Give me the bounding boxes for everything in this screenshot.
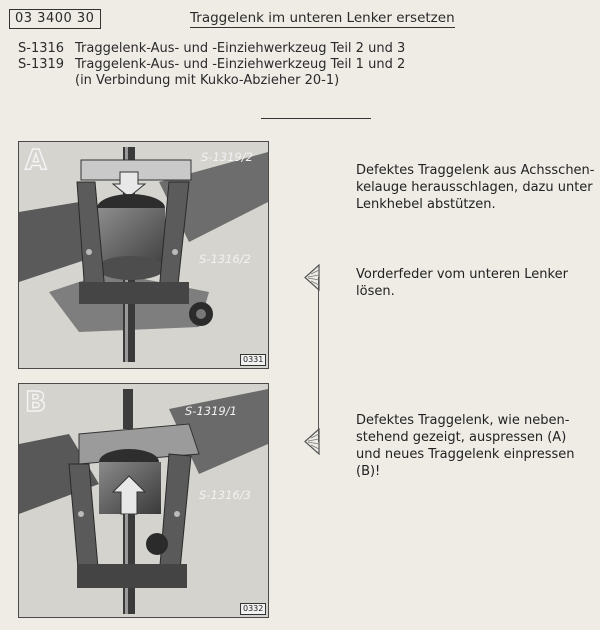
bracket-arrow [303, 428, 321, 455]
instruction-line: lösen. [356, 284, 395, 299]
callout-label: S-1316/2 [199, 252, 251, 266]
tool-row [18, 57, 405, 73]
photo-number: 0332 [240, 603, 266, 615]
callout-label: S-1316/3 [199, 488, 251, 502]
photo-number: 0331 [240, 354, 266, 366]
instruction-line: Defektes Traggelenk, wie neben- [356, 413, 570, 428]
callout-label: S-1319/2 [201, 150, 253, 164]
instruction-step-2 [356, 266, 568, 300]
instruction-line: Lenkhebel abstützen. [356, 197, 496, 212]
bracket-line [318, 277, 319, 442]
instruction-step-3 [356, 412, 575, 480]
figure-label: A [25, 143, 47, 176]
figure-label: B [25, 385, 47, 418]
separator-line [261, 118, 371, 119]
instruction-line: und neues Traggelenk einpressen [356, 447, 575, 462]
tool-code: S-1316 [18, 41, 65, 56]
tool-row [18, 41, 405, 57]
tool-description: Traggelenk-Aus- und -Einziehwerkzeug Teil 2 und 3 [75, 41, 406, 56]
figure-b-photo [18, 383, 269, 618]
page-title: Traggelenk im unteren Lenker ersetzen [190, 10, 455, 26]
tool-note: (in Verbindung mit Kukko-Abzieher 20-1) [75, 73, 340, 88]
document-number: 03 3400 30 [9, 9, 101, 29]
instruction-line: stehend gezeigt, auspressen (A) [356, 430, 567, 445]
instruction-step-1 [356, 162, 595, 213]
tool-code: S-1319 [18, 57, 65, 72]
tool-description: Traggelenk-Aus- und -Einziehwerkzeug Teil 1 und 2 [75, 57, 406, 72]
instruction-line: (B)! [356, 464, 381, 479]
instruction-line: Defektes Traggelenk aus Achsschen- [356, 163, 595, 178]
callout-label: S-1319/1 [185, 404, 237, 418]
tool-list [18, 41, 405, 89]
instruction-line: Vorderfeder vom unteren Lenker [356, 267, 568, 282]
figure-a-photo [18, 141, 269, 369]
bracket-arrow [303, 264, 321, 291]
instruction-line: kelauge herausschlagen, dazu unter [356, 180, 593, 195]
